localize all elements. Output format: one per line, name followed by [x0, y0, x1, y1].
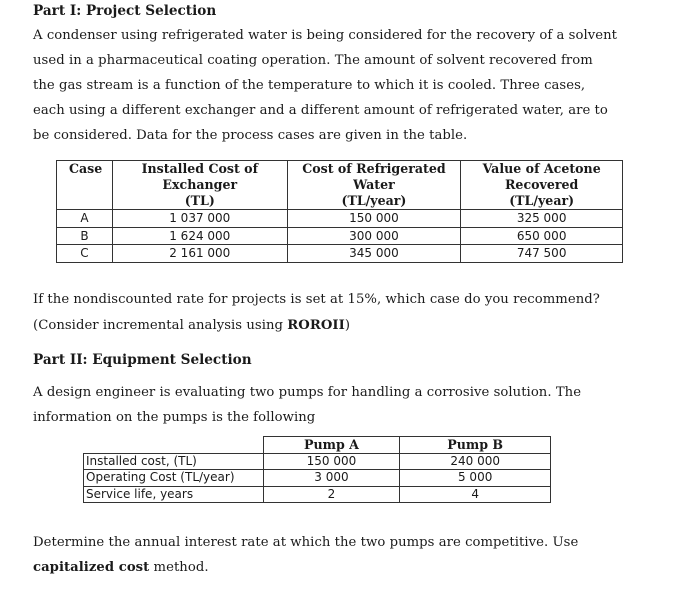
installed-cell: 2 161 000	[112, 245, 287, 263]
cases-table	[56, 160, 623, 263]
refrig-cell: 345 000	[287, 245, 461, 263]
header-pump-b: Pump B	[400, 437, 551, 454]
part2-method: capitalized cost method.	[33, 560, 209, 575]
case-cell: B	[57, 227, 113, 245]
row-label: Service life, years	[84, 486, 264, 503]
table-row	[84, 453, 551, 470]
part1-hint: (Consider incremental analysis using ROROII)	[33, 318, 351, 333]
pumps-table	[83, 436, 551, 503]
pumps-table-header	[84, 437, 551, 454]
table-row	[57, 227, 623, 245]
pump-a-cell: 2	[263, 486, 400, 503]
cases-table-header	[57, 161, 623, 210]
header-case: Case	[57, 161, 113, 210]
acetone-cell: 325 000	[461, 210, 623, 228]
part1-line-1: A condenser using refrigerated water is being considered for the recovery of a solvent	[33, 28, 617, 43]
header-pump-a: Pump A	[263, 437, 400, 454]
part1-heading: Part I: Project Selection	[33, 3, 217, 19]
table-row	[57, 210, 623, 228]
case-cell: C	[57, 245, 113, 263]
part2-heading: Part II: Equipment Selection	[33, 352, 252, 368]
part2-line-2: information on the pumps is the following	[33, 410, 316, 425]
header-acetone-value: Value of Acetone Recovered (TL/year)	[461, 161, 623, 210]
refrig-cell: 300 000	[287, 227, 461, 245]
part2-question: Determine the annual interest rate at which the two pumps are competitive. Use	[33, 535, 579, 550]
refrig-cell: 150 000	[287, 210, 461, 228]
part1-line-2: used in a pharmaceutical coating operation. The amount of solvent recovered from	[33, 53, 593, 68]
part1-line-4: each using a different exchanger and a different amount of refrigerated water, are to	[33, 103, 608, 118]
installed-cell: 1 037 000	[112, 210, 287, 228]
part1-line-3: the gas stream is a function of the temperature to which it is cooled. Three cases,	[33, 78, 586, 93]
pump-a-cell: 3 000	[263, 470, 400, 487]
row-label: Installed cost, (TL)	[84, 453, 264, 470]
header-refrigerated-water: Cost of Refrigerated Water (TL/year)	[287, 161, 461, 210]
acetone-cell: 747 500	[461, 245, 623, 263]
table-row	[84, 470, 551, 487]
header-installed-cost: Installed Cost of Exchanger (TL)	[112, 161, 287, 210]
pump-b-cell: 240 000	[400, 453, 551, 470]
table-row	[84, 486, 551, 503]
pump-b-cell: 4	[400, 486, 551, 503]
row-label: Operating Cost (TL/year)	[84, 470, 264, 487]
pump-b-cell: 5 000	[400, 470, 551, 487]
table-row	[57, 245, 623, 263]
part2-line-1: A design engineer is evaluating two pumps for handling a corrosive solution. The	[33, 385, 582, 400]
installed-cell: 1 624 000	[112, 227, 287, 245]
part1-line-5: be considered. Data for the process cases are given in the table.	[33, 128, 468, 143]
acetone-cell: 650 000	[461, 227, 623, 245]
pump-a-cell: 150 000	[263, 453, 400, 470]
part1-question: If the nondiscounted rate for projects is set at 15%, which case do you recommend?	[33, 292, 600, 307]
case-cell: A	[57, 210, 113, 228]
header-blank	[84, 437, 264, 454]
